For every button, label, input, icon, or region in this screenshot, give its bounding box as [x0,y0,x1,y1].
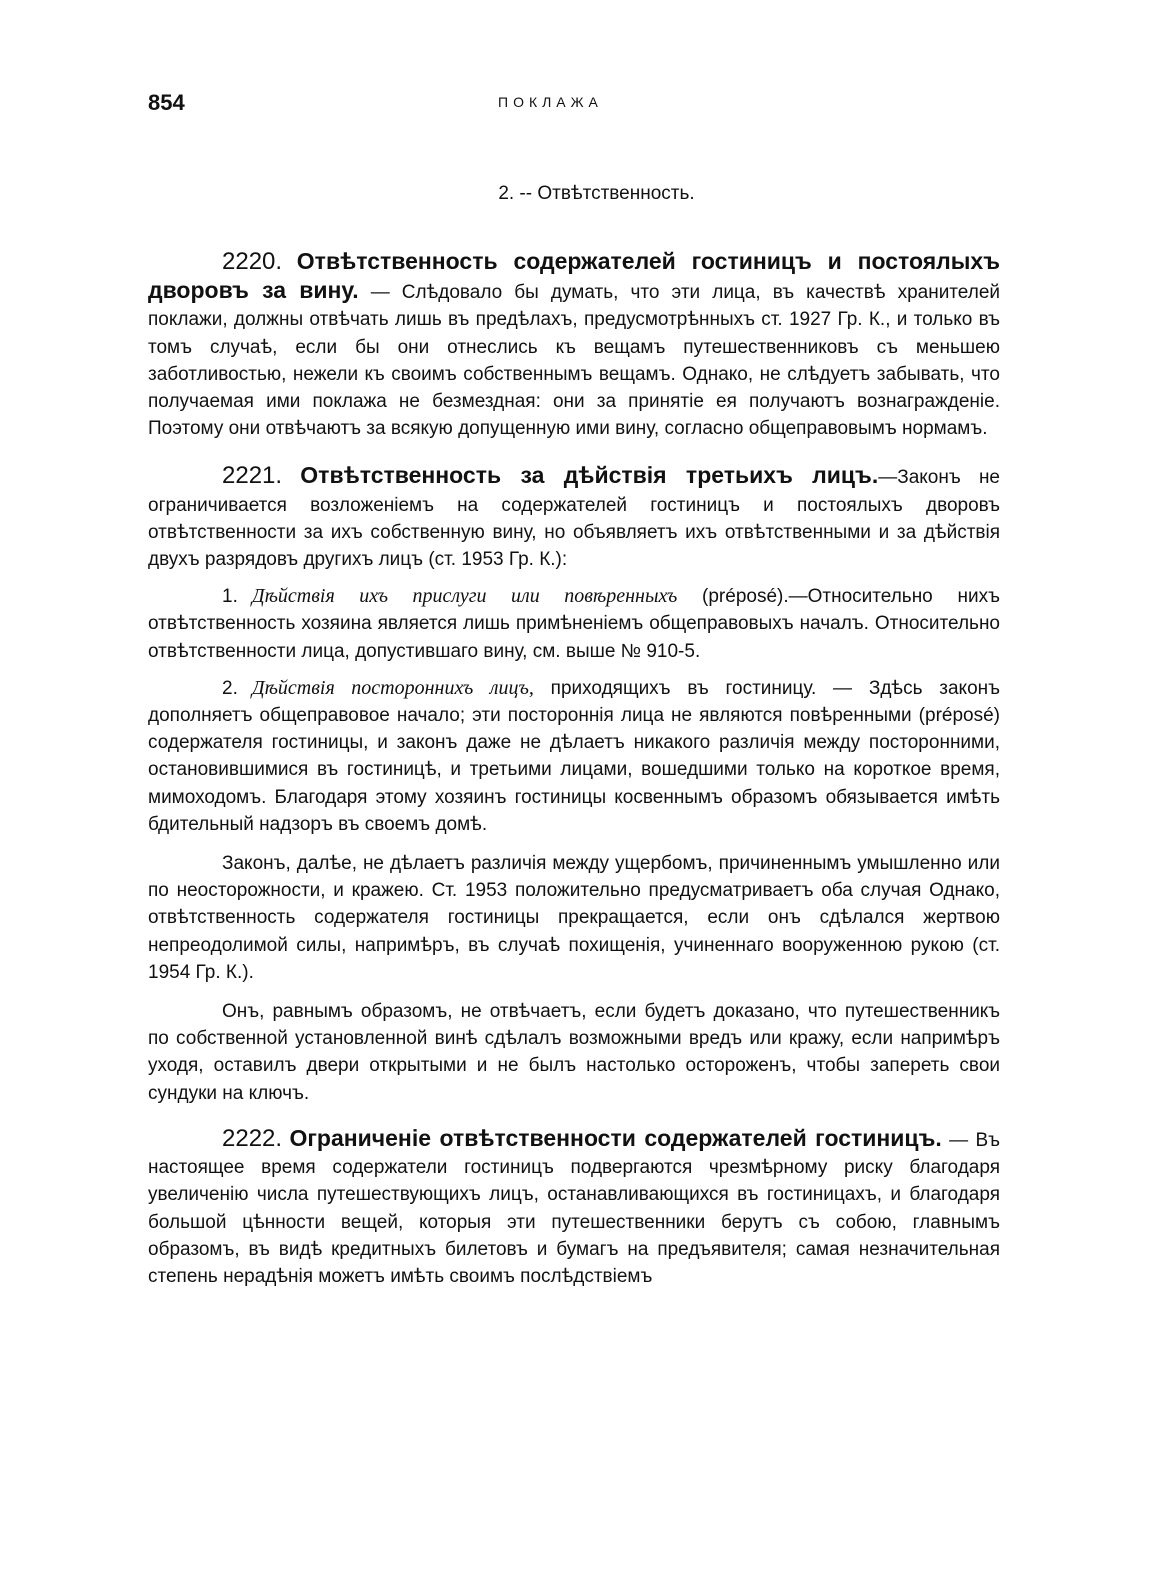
paragraph: Законъ, далѣе, не дѣлаетъ различія между ущербомъ, причиненнымъ умышленно или по неосторожности, и кражею. Ст. 1953 положительно предусматриваетъ оба случая Однако, отвѣтственность содержателя гостиницы прекращается, если онъ сдѣлался жертвою непреодолимой силы, напримѣръ, въ случаѣ похищенія, учиненнаго вооруженною рукою (ст. 1954 Гр. К.). [148,853,1000,983]
list-item-title: Дѣйствія постороннихъ лицъ, [251,676,534,699]
article-title: Отвѣтственность за дѣйствія третьихъ лицъ. [300,462,879,489]
article-text: —Законъ не ограничивается возложеніемъ на содержателей гостиницъ и постоялыхъ дворовъ отвѣтственности за ихъ собственную вину, но объявляетъ ихъ отвѣтственными и за дѣйствія двухъ разрядовъ другихъ лицъ (ст. 1953 Гр. К.): [148,467,1001,571]
list-item-number: 1. [222,586,238,608]
running-title: ПОКЛАЖА [498,94,603,110]
list-item-text: приходящихъ въ гостиницу. — Здѣсь законъ дополняетъ общеправовое начало; эти постороннія лица не являются повѣренными (préposé) содержателя гостиницы, и законъ даже не дѣлаетъ никакого различія между посторонними, остановившимися въ гостиницѣ, и третьими лицами, вошедшими только на короткое время, мимоходомъ. Благодаря этому хозяинъ гостиницы косвеннымъ образомъ обязывается имѣть бдительный надзоръ въ своемъ домѣ. [148,677,1001,835]
list-item-number: 2. [222,677,238,699]
article-number: 2222. [222,1124,283,1152]
article-number: 2220. [222,248,283,275]
list-item-text: (préposé).—Относительно нихъ отвѣтственность хозяина является лишь примѣненіемъ общеправовыхъ началъ. Относительно отвѣтственности лица, допустившаго вину, см. выше № 910-5. [148,586,1000,662]
article-title: Отвѣтственность содержателей гостиницъ и постоялыхъ дворовъ за вину. [148,248,1000,304]
article-2220 [148,248,1000,442]
body-text [148,248,1000,1290]
article-text: — Въ настоящее время содержатели гостиницъ подвергаются чрезмѣрному риску благодаря увеличенію числа путешествующихъ лицъ, останавливающихся въ гостиницахъ, и благодаря большой цѣнности вещей, которыя эти путешественники берутъ съ собою, главнымъ образомъ, въ видѣ кредитныхъ билетовъ и бумагъ на предъявителя; самая незначительная степень нерадѣнія можетъ имѣть своимъ послѣдствіемъ [148,1129,1001,1287]
article-2221 [148,462,1000,573]
article-number: 2221. [222,462,283,490]
article-title: Ограниченіе отвѣтственности содержателей гостиницъ. [289,1124,942,1151]
list-item-1 [148,583,1000,665]
article-2222 [148,1125,1000,1290]
paragraph: Онъ, равнымъ образомъ, не отвѣчаетъ, если будетъ доказано, что путешественникъ по собственной установленной винѣ сдѣлалъ возможными вредъ или кражу, если напримѣръ уходя, оставилъ двери открытыми и не былъ настолько остороженъ, чтобы запереть свои сундуки на ключъ. [148,1001,1000,1104]
page-header [148,90,998,120]
list-item-2 [148,675,1000,838]
list-item-title: Дѣйствія ихъ прислуги или повѣренныхъ [251,585,678,608]
article-text: — Слѣдовало бы думать, что эти лица, въ качествѣ хранителей поклажи, должны отвѣчать лишь въ предѣлахъ, предусмотрѣнныхъ ст. 1927 Гр. К., и только въ томъ случаѣ, если бы они отнеслись къ вещамъ путешественниковъ съ меньшею заботливостью, нежели къ своимъ собственнымъ вещамъ. Однако, не слѣдуетъ забывать, что получаемая ими поклажа не безмездная: они за принятіе ея получаютъ вознагражденіе. Поэтому они отвѣчаютъ за всякую допущенную ими вину, согласно общеправовымъ нормамъ. [148,282,1000,440]
section-heading: 2. -- Отвѣтственность. [498,183,695,204]
page-number: 854 [148,90,185,115]
